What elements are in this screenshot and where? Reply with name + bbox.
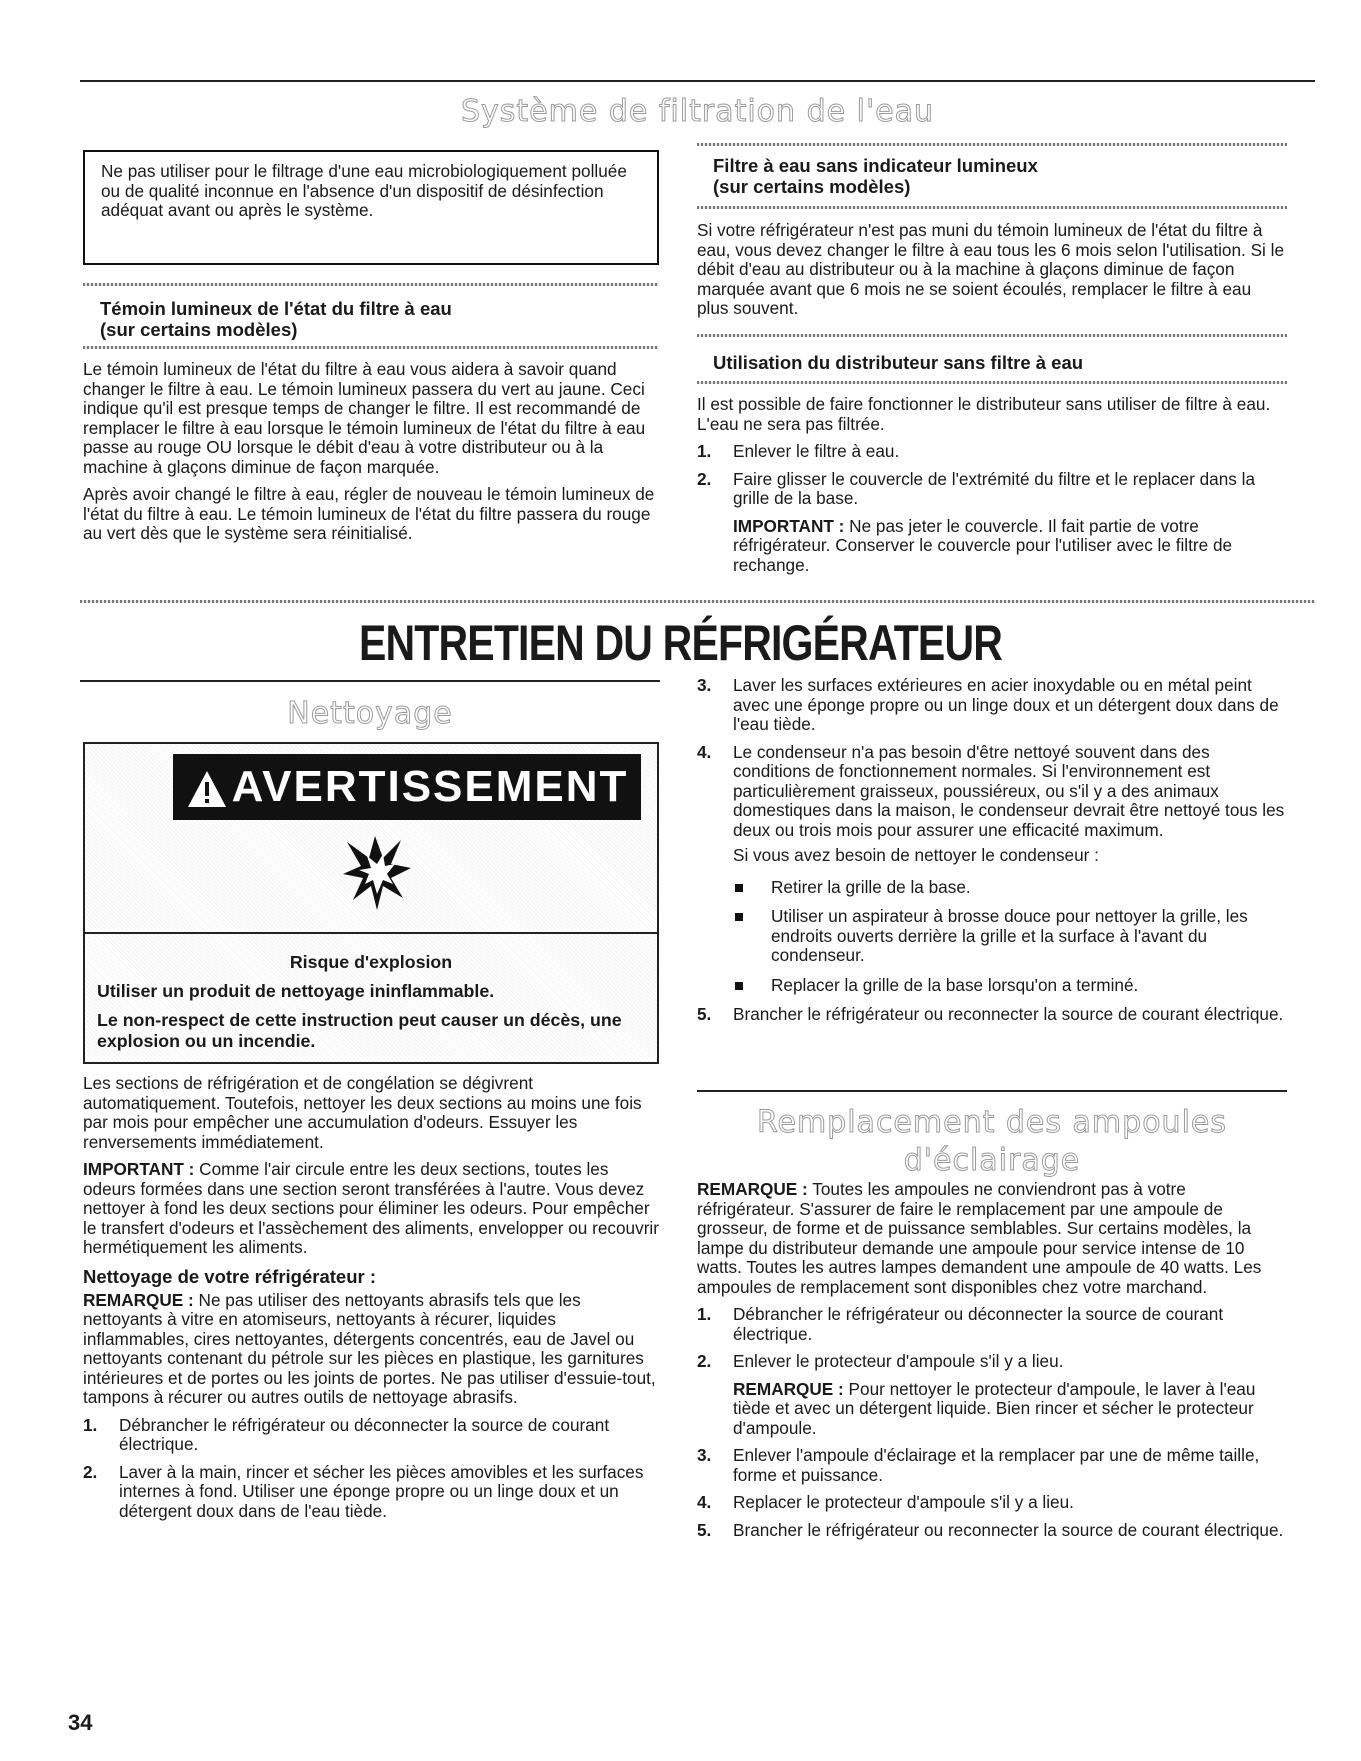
list-item: [697, 1305, 1287, 1344]
remarque-label: REMARQUE :: [733, 1378, 844, 1399]
step-number: 2.: [83, 1461, 98, 1482]
no-indicator-paragraph: Si votre réfrigérateur n'est pas muni du témoin lumineux de l'état du filtre à eau, vous devez changer le filtre à eau tous les 6 mois selon l'utilisation. Si le débit d'eau au distributeur ou à la machine à glaçons diminue de façon marquée avant que 6 mois ne se soient écoulés, remplacer le filtre à eau plus souvent.: [697, 220, 1285, 318]
indicator-paragraph-1: Le témoin lumineux de l'état du filtre à eau vous aidera à savoir quand changer le filtre à eau. Le témoin lumineux passera du vert au jaune. Ceci indique qu'il est presque temps de changer le filtre. Il est recommandé de remplacer le filtre à eau lorsque le témoin lumineux de l'état du filtre à eau passe au rouge OU lorsque le débit d'eau à votre distributeur ou à la machine à glaçons diminue de façon marquée.: [83, 359, 646, 477]
bulbs-heading-line2: d'éclairage: [903, 1143, 1081, 1178]
step-number: 1.: [83, 1414, 98, 1435]
water-filtration-heading: Système de filtration de l'eau: [460, 94, 935, 129]
indicator-heading: [100, 298, 660, 340]
dotted-rule: [83, 283, 659, 286]
without-filter-body: [697, 395, 1287, 583]
cleaning-steps-left: [83, 1416, 663, 1522]
boxed-note-text: Ne pas utiliser pour le filtrage d'une eau microbiologiquement polluée ou de qualité inconnue en l'absence d'un dispositif de désinfection adéquat avant ou après le système.: [101, 161, 627, 220]
list-item: Replacer la grille de la base lorsqu'on a terminé.: [733, 976, 1287, 996]
step-number: 3.: [697, 675, 712, 695]
warning-line1: Utiliser un produit de nettoyage ininflammable.: [97, 981, 495, 1001]
warning-body: [85, 942, 657, 1062]
warning-header: [173, 754, 641, 820]
no-indicator-heading: [713, 155, 1283, 197]
indicator-title-line2: (sur certains modèles): [100, 319, 298, 340]
step-number: 3.: [697, 1445, 712, 1465]
list-item: Retirer la grille de la base.: [733, 878, 1287, 898]
step-text: Brancher le réfrigérateur ou reconnecter la source de courant électrique.: [733, 1519, 1284, 1540]
step-text: Faire glisser le couvercle de l'extrémité du filtre et le replacer dans la grille de la base.: [733, 468, 1256, 508]
important-text: Comme l'air circule entre les deux sections, toutes les odeurs formées dans une section seront transférées à l'autre. Vous devez nettoyer à fond les deux sections pour éliminer les odeurs. Pour empêcher le transfert d'odeurs et l'assèchement des aliments, envelopper ou recouvrir hermétiquement les aliments.: [83, 1159, 659, 1257]
dotted-rule: [697, 334, 1287, 337]
indicator-title-line1: Témoin lumineux de l'état du filtre à eau: [100, 298, 452, 319]
bulbs-heading-line1: Remplacement des ampoules: [757, 1105, 1227, 1140]
list-item: [697, 470, 1287, 576]
list-item: [697, 442, 1287, 462]
no-indicator-body: [697, 221, 1287, 327]
bulb-cover-remarque: [733, 1380, 1287, 1439]
step-number: 4.: [697, 741, 712, 762]
step-text: Enlever l'ampoule d'éclairage et la remplacer par une de même taille, forme et puissance.: [733, 1445, 1260, 1485]
important-label: IMPORTANT :: [83, 1159, 195, 1179]
without-filter-steps: [697, 442, 1287, 575]
bulbs-heading: [697, 1104, 1287, 1180]
step-text: Enlever le protecteur d'ampoule s'il y a lieu.: [733, 1351, 1064, 1371]
cleaning-remarque: [83, 1291, 663, 1408]
remarque-label: REMARQUE :: [697, 1179, 808, 1199]
main-title: ENTRETIEN DU RÉFRIGÉRATEUR: [358, 615, 1003, 671]
warning-header-text: AVERTISSEMENT: [231, 762, 629, 811]
cleaning-important: [83, 1160, 663, 1258]
step-text: Enlever le filtre à eau.: [733, 441, 900, 461]
cleaning-steps-continued: [697, 676, 1287, 1025]
list-item: [83, 1463, 663, 1522]
step-number: 4.: [697, 1492, 712, 1512]
step-number: 2.: [697, 1351, 712, 1371]
without-filter-heading: [713, 352, 1283, 381]
page-number: 34: [68, 1710, 93, 1735]
dotted-rule: [697, 143, 1287, 146]
top-rule: [80, 80, 1315, 82]
warning-divider: [85, 932, 657, 934]
list-item: [697, 743, 1287, 996]
rule: [80, 680, 660, 682]
indicator-paragraph-2: Après avoir changé le filtre à eau, régler de nouveau le témoin lumineux de l'état du filtre à eau. Le témoin lumineux de l'état du filtre passera du rouge au vert dès que le système sera réinitialisé.: [83, 484, 655, 543]
explosion-icon: [341, 834, 413, 912]
important-label: IMPORTANT :: [733, 515, 845, 536]
rule: [697, 1090, 1287, 1092]
condenser-bullets: [733, 878, 1287, 996]
without-filter-paragraph: Il est possible de faire fonctionner le distributeur sans utiliser de filtre à eau. L'eau ne sera pas filtrée.: [697, 394, 1271, 434]
list-item: [83, 1416, 663, 1455]
remarque-label: REMARQUE :: [83, 1289, 194, 1310]
boxed-note: [83, 150, 659, 265]
remarque-text: Toutes les ampoules ne conviendront pas à votre réfrigérateur. S'assurer de faire le remplacement par une ampoule de grosseur, de forme et de puissance semblables. Sur certains modèles, la lampe du distributeur demande une ampoule pour service intense de 10 watts. Toutes les autres lampes demandent une ampoule de 40 watts. Les ampoules de remplacement sont disponibles chez votre marchand.: [697, 1179, 1262, 1297]
bulbs-remarque: [697, 1180, 1287, 1297]
bulbs-steps: [697, 1305, 1287, 1540]
step-text: Débrancher le réfrigérateur ou déconnecter la source de courant électrique.: [733, 1304, 1224, 1344]
list-item: [697, 1352, 1287, 1438]
important-note: [733, 517, 1287, 576]
step-number: 2.: [697, 468, 712, 489]
step-text: Le condenseur n'a pas besoin d'être nettoyé souvent dans des conditions de fonctionnement normales. Si l'environnement est particulièrement graisseux, poussiéreux, ou s'il y a des animaux domestiques dans la maison, le condenseur devrait être nettoyé tous les deux ou trois mois pour assurer une efficacité maximum.: [733, 741, 1285, 840]
warning-line2: Le non-respect de cette instruction peut causer un décès, une explosion ou un incendie.: [97, 1010, 622, 1051]
step-number: 1.: [697, 441, 712, 461]
list-item: [697, 1005, 1287, 1025]
warning-box: [83, 742, 659, 1064]
cleaning-subheading: Nettoyage de votre réfrigérateur :: [83, 1265, 377, 1287]
list-item: [697, 676, 1287, 735]
list-item: [697, 1521, 1287, 1541]
list-item: [697, 1493, 1287, 1513]
cleaning-body: [83, 1074, 663, 1529]
warning-triangle-icon: [186, 769, 228, 809]
section-divider: [80, 600, 1315, 603]
step-text: Débrancher le réfrigérateur ou déconnecter la source de courant électrique.: [119, 1414, 610, 1454]
step-number: 1.: [697, 1304, 712, 1324]
step-number: 5.: [697, 1519, 712, 1540]
list-item: [697, 1446, 1287, 1485]
dotted-rule: [697, 381, 1287, 384]
cleaning-paragraph-1: Les sections de réfrigération et de congélation se dégivrent automatiquement. Toutefois, nettoyer les deux sections au moins une fois par mois pour empêcher une accumulation d'odeurs. Essuyer les renversements immédiatement.: [83, 1073, 642, 1152]
remarque-text: Pour nettoyer le protecteur d'ampoule, le laver à l'eau tiède et avec un détergent liquide. Bien rincer et sécher le protecteur d'ampoule.: [733, 1378, 1256, 1438]
without-filter-title: Utilisation du distributeur sans filtre à eau: [713, 352, 1084, 373]
cleaning-heading: Nettoyage: [287, 696, 453, 731]
condenser-intro: Si vous avez besoin de nettoyer le condenseur :: [733, 845, 1099, 865]
list-item: Utiliser un aspirateur à brosse douce pour nettoyer la grille, les endroits ouverts derrière la grille et la surface à l'avant du condenseur.: [733, 907, 1287, 966]
dotted-rule: [83, 346, 659, 349]
dotted-rule: [697, 206, 1287, 209]
indicator-body: [83, 360, 663, 552]
step-text: Replacer le protecteur d'ampoule s'il y a lieu.: [733, 1492, 1074, 1512]
step-number: 5.: [697, 1004, 712, 1024]
important-text: Ne pas jeter le couvercle. Il fait partie de votre réfrigérateur. Conserver le couvercle pour l'utiliser avec le filtre de rechange.: [733, 515, 1233, 575]
cleaning-steps-right: [697, 676, 1287, 1033]
step-text: Brancher le réfrigérateur ou reconnecter la source de courant électrique.: [733, 1004, 1284, 1024]
step-text: Laver les surfaces extérieures en acier inoxydable ou en métal peint avec une éponge propre ou un linge doux et un détergent doux dans de l'eau tiède.: [733, 675, 1279, 734]
step-text: Laver à la main, rincer et sécher les pièces amovibles et les surfaces internes à fond. Utiliser une éponge propre ou un linge doux et un détergent doux dans de l'eau tiède.: [119, 1461, 644, 1521]
bulbs-body: [697, 1180, 1287, 1548]
warning-risk: Risque d'explosion: [289, 952, 453, 972]
remarque-text: Ne pas utiliser des nettoyants abrasifs tels que les nettoyants à vitre en atomiseurs, nettoyants à récurer, liquides inflammables, cires nettoyantes, détergents concentrés, eau de Javel ou nettoyants contenant du pétrole sur les pièces en plastique, les garnitures intérieures et de portes ou les joints de portes. Ne pas utiliser d'essuie-tout, tampons à récurer ou autres outils de nettoyage abrasifs.: [83, 1289, 656, 1407]
no-indicator-title-line2: (sur certains modèles): [713, 176, 911, 197]
no-indicator-title-line1: Filtre à eau sans indicateur lumineux: [713, 155, 1038, 176]
